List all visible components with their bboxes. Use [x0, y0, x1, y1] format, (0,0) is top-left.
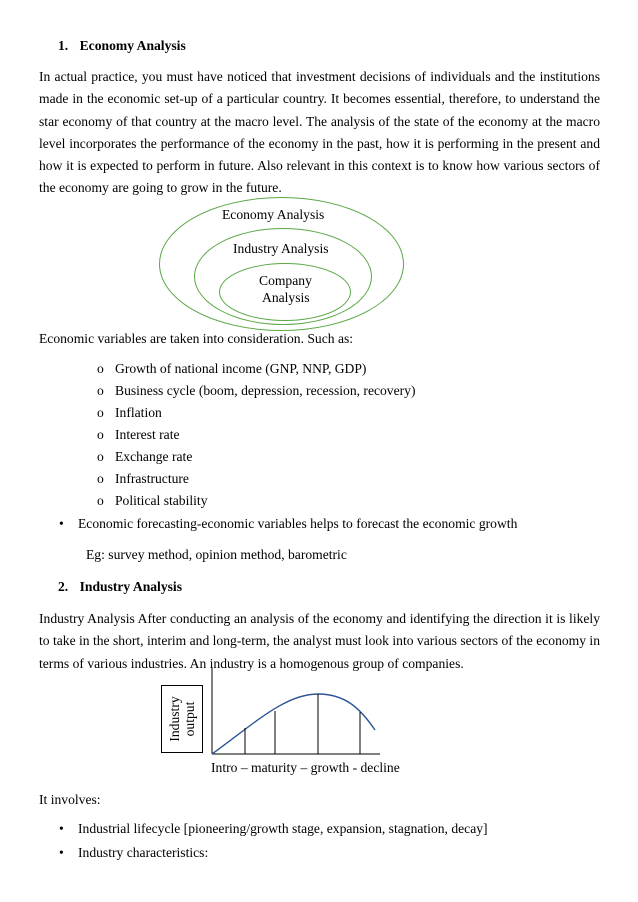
bullet-glyph: • — [59, 516, 64, 531]
forecasting-example: Eg: survey method, opinion method, barometric — [86, 547, 347, 562]
list-item: o Exchange rate — [97, 449, 193, 464]
list-item: o Interest rate — [97, 427, 180, 442]
lifecycle-curve — [212, 694, 375, 754]
ylabel-line2: output — [182, 701, 197, 737]
forecasting-item — [59, 516, 518, 532]
company-label-line2: Analysis — [262, 290, 310, 305]
list-item: o Infrastructure — [97, 471, 189, 486]
lifecycle-plot — [205, 668, 405, 758]
company-label-line1: Company — [259, 273, 312, 288]
forecasting-text: Economic forecasting-economic variables helps to forecast the economic growth — [78, 516, 518, 531]
bullet-glyph: o — [97, 405, 104, 420]
involves-item: • Industrial lifecycle [pioneering/growth stage, expansion, stagnation, decay] — [59, 821, 488, 836]
list-item: o Inflation — [97, 405, 162, 420]
economy-analysis-label: Economy Analysis — [222, 207, 325, 222]
bullet-glyph: • — [59, 845, 64, 860]
section1-paragraph: In actual practice, you must have noticed that investment decisions of individuals and the institutions made in the economic set-up of a particular country. It becomes essential, therefore, to understand the star economy of that country at the macro level. The analysis of the state of the economy at the macro level incorporates the performance of the economy in the past, how it is performing in the present and how it is expected to perform in future. Also relevant in this context is to know how various sectors of the economy are going to grow in the future. — [39, 69, 600, 196]
bullet-glyph: o — [97, 383, 104, 398]
section2-number: 2. — [58, 579, 69, 594]
section2-heading — [58, 579, 182, 595]
list-item: o Political stability — [97, 493, 208, 508]
bullet-glyph: o — [97, 471, 104, 486]
bullet-glyph: o — [97, 449, 104, 464]
bullet-glyph: o — [97, 361, 104, 376]
involves-intro: It involves: — [39, 792, 101, 807]
variables-intro: Economic variables are taken into consideration. Such as: — [39, 331, 354, 346]
chart-xlabel: Intro – maturity – growth - decline — [211, 760, 400, 775]
section1-number: 1. — [58, 38, 69, 53]
bullet-glyph: • — [59, 821, 64, 836]
section1-heading — [58, 38, 186, 54]
section1-title: Economy Analysis — [79, 38, 186, 53]
section2-title: Industry Analysis — [79, 579, 182, 594]
bullet-glyph: o — [97, 427, 104, 442]
ylabel-line1: Industry — [167, 696, 182, 742]
industry-analysis-label: Industry Analysis — [233, 241, 329, 256]
list-item: o Growth of national income (GNP, NNP, GDP) — [97, 361, 367, 376]
bullet-glyph: o — [97, 493, 104, 508]
ylabel-text — [167, 696, 197, 741]
involves-item: • Industry characteristics: — [59, 845, 209, 860]
section2-paragraph: Industry Analysis After conducting an analysis of the economy and identifying the direction it is likely to take in the short, interim and long-term, the analyst must look into various sectors of the economy in terms of various industries. An industry is a homogenous group of companies. — [39, 611, 601, 671]
list-item: o Business cycle (boom, depression, recession, recovery) — [97, 383, 416, 398]
